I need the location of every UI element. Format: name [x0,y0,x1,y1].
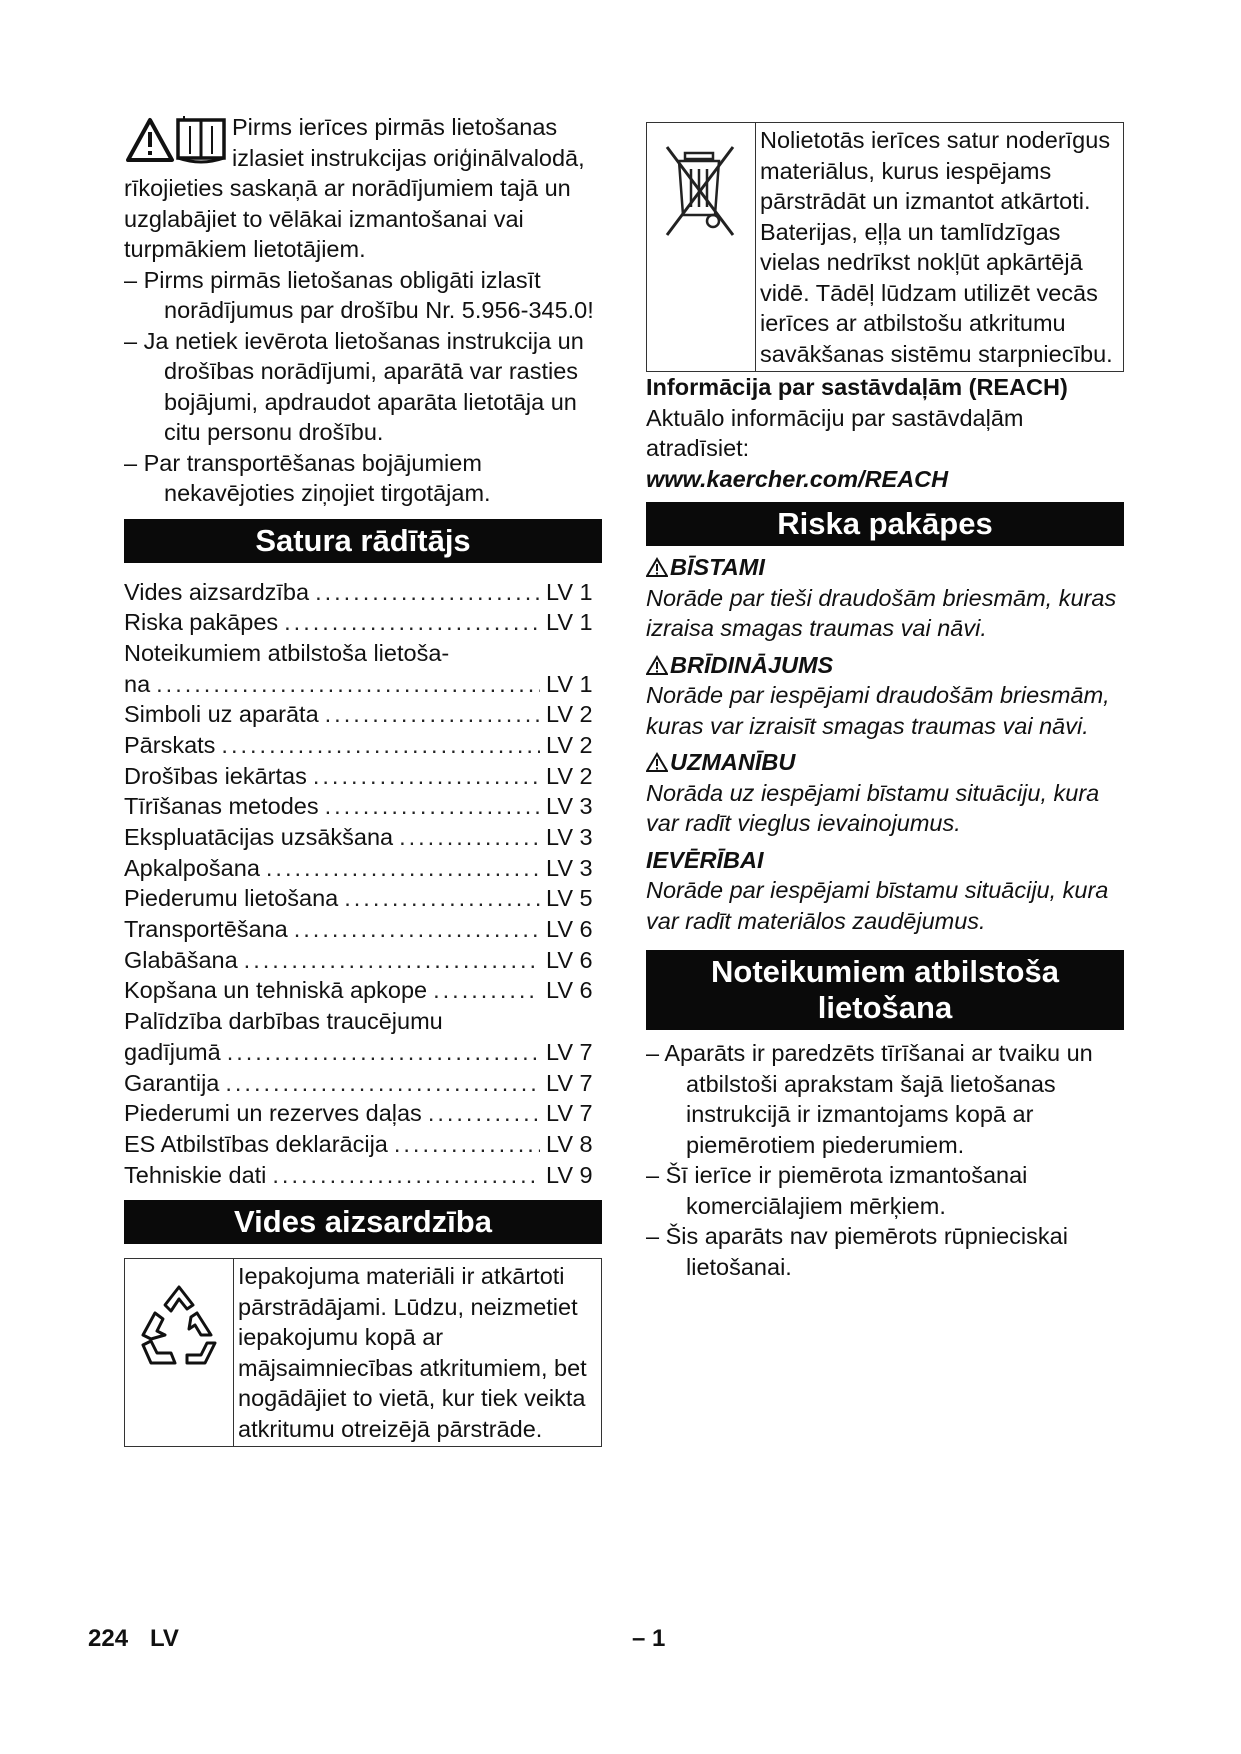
risk-text: Norāde par iespējami draudošām briesmām, kuras var izraisīt smagas traumas vai nāvi. [646,682,1110,739]
risk-label-danger: BĪSTAMI [646,552,1124,583]
toc-item[interactable]: Vides aizsardzība ..... LV 1 [124,577,602,608]
toc-item[interactable]: Apkalpošana ..... LV 3 [124,853,602,884]
language-code: LV [150,1625,179,1652]
intro-bullet: – Pirms pirmās lietošanas obligāti izlasīt norādījumus par drošību Nr. 5.956-345.0! [124,265,602,326]
toc-heading: Satura rādītājs [124,519,602,563]
toc-item[interactable]: Garantija ..... LV 7 [124,1068,602,1099]
reach-title: Informācija par sastāvdaļām (REACH) [646,374,1068,400]
table-of-contents [124,577,602,1191]
left-column [124,112,602,1447]
intro-section [124,112,602,509]
toc-item[interactable]: Piederumu lietošana ..... LV 5 [124,883,602,914]
toc-item[interactable]: Transportēšana ..... LV 6 [124,914,602,945]
toc-item-line1[interactable]: Noteikumiem atbilstoša lietoša- [124,639,450,666]
warning-manual-icon [124,112,232,168]
intended-use-heading: Noteikumiem atbilstoša lietošana [646,950,1124,1030]
toc-item[interactable]: Simboli uz aparāta ..... LV 2 [124,699,602,730]
toc-item[interactable]: Kopšana un tehniskā apkope ..... LV 6 [124,975,602,1006]
risk-label-notice: IEVĒRĪBAI [646,846,764,873]
recycle-text: Iepakojuma materiāli ir atkārtoti pārstrādājami. Lūdzu, neizmetiet iepakojumu kopā ar mājsaimniecības atkritumiem, bet nogādājiet to vietā, kur tiek veikta atkritumu otreizējā pārstrāde. [238,1263,587,1442]
risk-label-warning: BRĪDINĀJUMS [646,650,1124,681]
weee-box [646,122,1124,372]
crossed-bin-icon [647,123,756,371]
right-column [646,122,1124,1282]
page-number: 224 [88,1625,129,1652]
risk-levels [646,552,1124,936]
toc-item[interactable]: Glabāšana ..... LV 6 [124,945,602,976]
intended-use-section [646,1038,1124,1282]
toc-item[interactable]: Piederumi un rezerves daļas ..... LV 7 [124,1098,602,1129]
intro-bullet: – Ja netiek ievērota lietošanas instrukcija un drošības norādījumi, aparātā var rasties bojājumi, apdraudot aparāta lietotāja un citu personu drošību. [124,326,602,448]
reach-link[interactable]: www.kaercher.com/REACH [646,465,949,492]
toc-item[interactable]: Riska pakāpes ..... LV 1 [124,607,602,638]
toc-item-line1[interactable]: Palīdzība darbības traucējumu [124,1008,443,1035]
toc-item[interactable]: ES Atbilstības deklarācija ..... LV 8 [124,1129,602,1160]
recycle-icon [125,1259,234,1446]
risk-text: Norāda uz iespējami bīstamu situāciju, kura var radīt vieglus ievainojumus. [646,779,1100,836]
toc-item[interactable]: na ..... LV 1 [124,669,602,700]
weee-text: Nolietotās ierīces satur noderīgus materiālus, kurus iespējams pārstrādāt un izmantot atkārtoti. Baterijas, eļļa un tamlīdzīgas vielas nedrīkst nokļūt apkārtējā vidē. Tādēļ lūdzam utilizēt vecās ierīces ar atbilstošu atkritumu savākšanas sistēmu starpniecību. [760,127,1113,367]
toc-item[interactable]: Pārskats ..... LV 2 [124,730,602,761]
risk-text: Norāde par iespējami bīstamu situāciju, kura var radīt materiālos zaudējumus. [646,877,1109,934]
toc-item[interactable]: Tehniskie dati ..... LV 9 [124,1160,602,1191]
toc-item[interactable]: Drošības iekārtas ..... LV 2 [124,761,602,792]
risk-heading: Riska pakāpes [646,502,1124,546]
toc-item[interactable]: Tīrīšanas metodes ..... LV 3 [124,791,602,822]
intro-text: Pirms ierīces pirmās lietošanas izlasiet instrukcijas oriģinālvalodā, rīkojieties saskaņā ar norādījumiem tajā un uzglabājiet to vēlākai izmantošanai vai turpmākiem lietotājiem. [124,114,585,262]
risk-label-caution: UZMANĪBU [646,747,1124,778]
intended-use-bullet: – Šis aparāts nav piemērots rūpnieciskai lietošanai. [646,1221,1124,1282]
intro-bullet: – Par transportēšanas bojājumiem nekavējoties ziņojiet tirgotājam. [124,448,602,509]
intended-use-bullet: – Šī ierīce ir piemērota izmantošanai komerciālajiem mērķiem. [646,1160,1124,1221]
recycle-box [124,1258,602,1447]
page-footer [88,1624,201,1655]
risk-text: Norāde par tieši draudošām briesmām, kuras izraisa smagas traumas vai nāvi. [646,584,1117,641]
reach-text: Aktuālo informāciju par sastāvdaļām atradīsiet: [646,404,1024,461]
warning-triangle-icon [646,752,668,772]
intended-use-bullet: – Aparāts ir paredzēts tīrīšanai ar tvaiku un atbilstoši aprakstam šajā lietošanas instrukcijā ir izmantojams kopā ar piemērotiem piederumiem. [646,1038,1124,1160]
toc-item[interactable]: gadījumā ..... LV 7 [124,1037,602,1068]
warning-triangle-icon [646,557,668,577]
environment-heading: Vides aizsardzība [124,1200,602,1244]
warning-triangle-icon [646,655,668,675]
section-page-number: – 1 [632,1625,666,1652]
toc-item[interactable]: Ekspluatācijas uzsākšana ..... LV 3 [124,822,602,853]
